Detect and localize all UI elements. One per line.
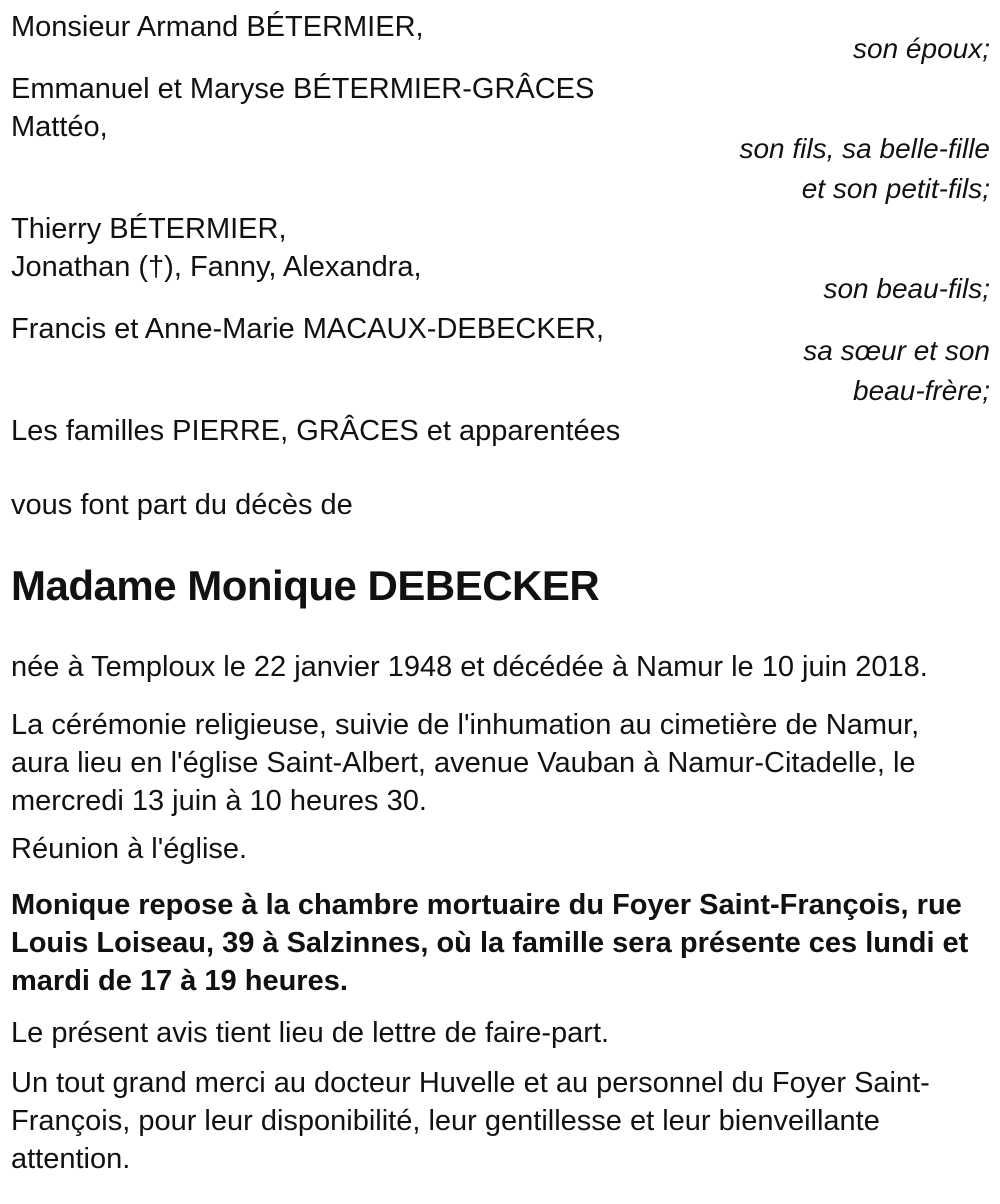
family-names-line: Francis et Anne-Marie MACAUX-DEBECKER,: [11, 313, 605, 345]
paragraph: [11, 706, 990, 820]
paragraph-line: attention.: [11, 1143, 131, 1175]
family-relation-line: et son petit-fils;: [801, 173, 990, 204]
paragraph-line: aura lieu en l'église Saint-Albert, avenue Vauban à Namur-Citadelle, le: [11, 747, 916, 779]
paragraph-line: Louis Loiseau, 39 à Salzinnes, où la famille sera présente ces lundi et: [11, 927, 969, 959]
paragraph-line: La cérémonie religieuse, suivie de l'inhumation au cimetière de Namur,: [11, 709, 920, 741]
details-section: [11, 648, 990, 1178]
paragraph-line: mercredi 13 juin à 10 heures 30.: [11, 785, 427, 817]
family-relation-line: son époux;: [853, 33, 990, 64]
paragraph-line: François, pour leur disponibilité, leur gentillesse et leur bienveillante: [11, 1105, 880, 1137]
deceased-name-title: Madame Monique DEBECKER: [11, 562, 600, 609]
family-names-line: Les familles PIERRE, GRÂCES et apparentées: [11, 415, 621, 447]
paragraph-line: Monique repose à la chambre mortuaire du Foyer Saint-François, rue: [11, 889, 962, 921]
announcement-text: vous font part du décès de: [11, 489, 353, 521]
paragraph: [11, 886, 990, 1000]
paragraph: [11, 648, 990, 686]
family-relation-line: son beau-fils;: [823, 273, 990, 304]
paragraph: [11, 1014, 990, 1052]
paragraph: [11, 830, 990, 868]
family-relation-line: son fils, sa belle-fille: [739, 133, 990, 164]
paragraph-line: Un tout grand merci au docteur Huvelle et au personnel du Foyer Saint-: [11, 1067, 930, 1099]
paragraph-line: Réunion à l'église.: [11, 833, 248, 865]
family-names-line: Thierry BÉTERMIER,: [11, 213, 287, 245]
family-names-line: Emmanuel et Maryse BÉTERMIER-GRÂCES: [11, 73, 595, 105]
death-notice-document: [11, 8, 990, 1178]
family-lines-section: [11, 8, 990, 450]
paragraph-line: mardi de 17 à 19 heures.: [11, 965, 348, 997]
paragraph-line: Le présent avis tient lieu de lettre de faire-part.: [11, 1017, 610, 1049]
family-relation-line: sa sœur et son: [803, 335, 990, 366]
family-names-line: Monsieur Armand BÉTERMIER,: [11, 11, 424, 43]
family-names-line: Mattéo,: [11, 111, 108, 143]
paragraph-line: née à Temploux le 22 janvier 1948 et décédée à Namur le 10 juin 2018.: [11, 651, 928, 683]
paragraph: [11, 1064, 990, 1178]
family-relation-line: beau-frère;: [853, 375, 990, 406]
family-names-line: Jonathan (†), Fanny, Alexandra,: [11, 251, 422, 283]
